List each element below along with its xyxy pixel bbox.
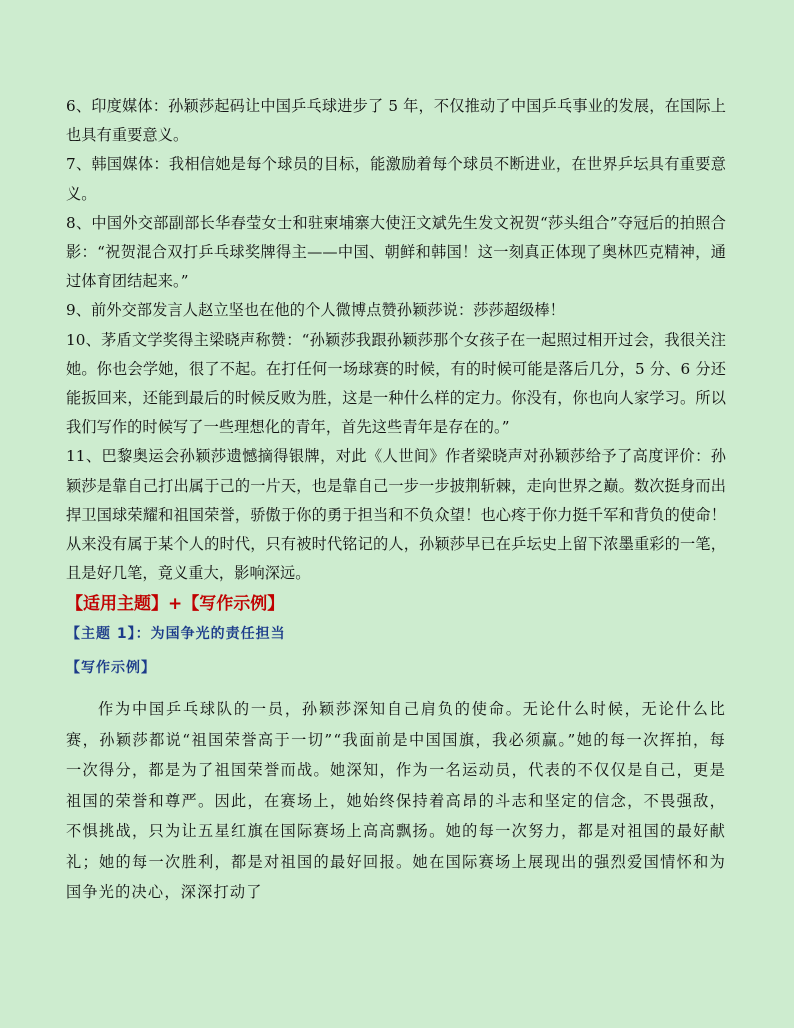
- essay-paragraph: 作为中国乒乓球队的一员，孙颖莎深知自己肩负的使命。无论什么时候，无论什么比赛，孙颖莎都说“祖国荣誉高于一切”“我面前是中国国旗，我必须赢。”她的每一次挥拍，每一次得分，都是为了祖国荣誉而战。她深知，作为一名运动员，代表的不仅仅是自己，更是祖国的荣誉和尊严。因此，在赛场上，她始终保持着高昂的斗志和坚定的信念，不畏强敌，不惧挑战，只为让五星红旗在国际赛场上高高飘扬。她的每一次努力，都是对祖国的最好献礼；她的每一次胜利，都是对祖国的最好回报。她在国际赛场上展现出的强烈爱国情怀和为国争光的决心，深深打动了: [66, 700, 726, 902]
- list-item: 11、巴黎奥运会孙颖莎遗憾摘得银牌，对此《人世间》作者梁晓声对孙颖莎给予了高度评价：孙颖莎是靠自己打出属于己的一片天，也是靠自己一步一步披荆斩棘，走向世界之巅。数次挺身而出捍卫国球荣耀和祖国荣誉，骄傲于你的勇于担当和不负众望！也心疼于你力挺千军和背负的使命！从来没有属于某个人的时代，只有被时代铭记的人，孙颖莎早已在乒坛史上留下浓墨重彩的一笔，且是好几笔，竟义重大，影响深远。: [66, 447, 726, 583]
- section-heading: 【适用主题】+【写作示例】: [66, 594, 285, 615]
- theme-label: 【主题 1】: [66, 626, 136, 643]
- list-item: 6、印度媒体：孙颖莎起码让中国乒乓球进步了 5 年，不仅推动了中国乒乓事业的发展，在国际上也具有重要意义。: [66, 97, 726, 145]
- example-label: 【写作示例】: [66, 660, 156, 677]
- document-body: [66, 92, 726, 923]
- list-item: 9、前外交部发言人赵立坚也在他的个人微博点赞孙颖莎说：莎莎超级棒！: [66, 301, 565, 320]
- list-item: 8、中国外交部副部长华春莹女士和驻柬埔寨大使汪文斌先生发文祝贺“莎头组合”夺冠后的拍照合影：“祝贺混合双打乒乓球奖牌得主——中国、朝鲜和韩国！这一刻真正体现了奥林匹克精神，通过体育团结起来。”: [66, 213, 726, 291]
- theme-text: ：为国争光的责任担当: [135, 626, 286, 643]
- list-item: 7、韩国媒体：我相信她是每个球员的目标，能激励着每个球员不断进业，在世界乒坛具有重要意义。: [66, 155, 726, 203]
- theme-title: [66, 620, 726, 648]
- list-item: 10、茅盾文学奖得主梁晓声称赞：“孙颖莎我跟孙颖莎那个女孩子在一起照过相开过会，我很关注她。你也会学她，很了不起。在打任何一场球赛的时候，有的时候可能是落后几分，5 分、6 分还能扳回来，还能到最后的时候反败为胜，这是一种什么样的定力。你没有，你也向人家学习。所以我们写作的时候写了一些理想化的青年，首先这些青年是存在的。”: [66, 330, 726, 437]
